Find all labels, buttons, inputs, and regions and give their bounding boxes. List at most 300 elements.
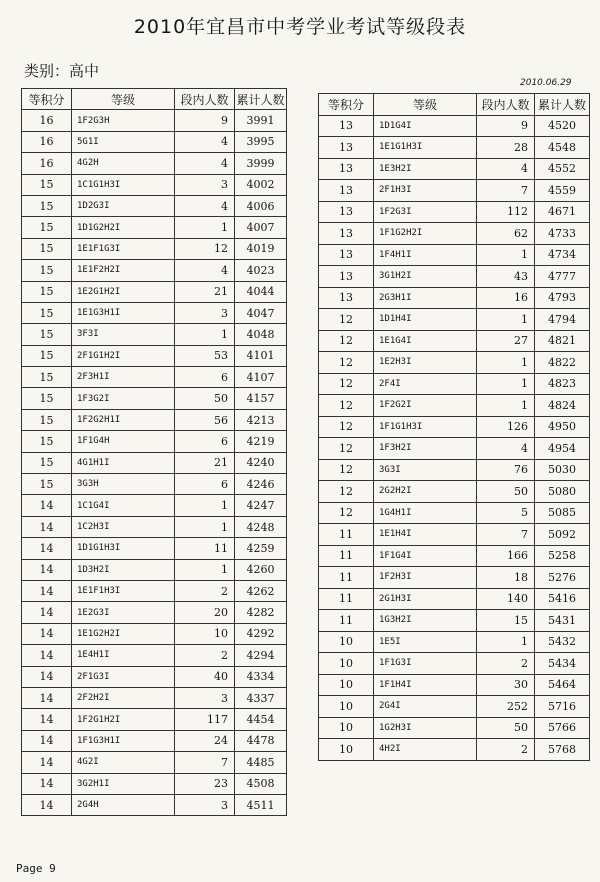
table-row <box>319 395 590 417</box>
cell-count: 40 <box>175 666 235 687</box>
table-row <box>22 388 287 409</box>
cell-score: 14 <box>22 666 72 687</box>
cell-count: 3 <box>175 687 235 708</box>
cell-grade: 1F1G3I <box>374 653 477 675</box>
cell-count: 1 <box>175 516 235 537</box>
table-row <box>319 524 590 546</box>
cell-grade: 1D3H2I <box>72 559 175 580</box>
cell-cumulative: 4240 <box>235 452 287 473</box>
cell-count: 7 <box>175 752 235 773</box>
table-row <box>22 794 287 815</box>
cell-grade: 1E1F2H2I <box>72 260 175 281</box>
cell-score: 13 <box>319 287 374 309</box>
cell-count: 28 <box>477 137 535 159</box>
cell-grade: 2G4I <box>374 696 477 718</box>
cell-grade: 3G1H2I <box>374 266 477 288</box>
cell-cumulative: 5085 <box>535 502 590 524</box>
cell-score: 14 <box>22 623 72 644</box>
cell-cumulative: 4157 <box>235 388 287 409</box>
cell-count: 6 <box>175 474 235 495</box>
cell-count: 21 <box>175 281 235 302</box>
cell-grade: 1E1H4I <box>374 524 477 546</box>
cell-cumulative: 4520 <box>535 115 590 137</box>
cell-score: 12 <box>319 416 374 438</box>
cell-score: 13 <box>319 266 374 288</box>
cell-count: 4 <box>175 153 235 174</box>
cell-grade: 1E1F1G3I <box>72 238 175 259</box>
cell-cumulative: 4485 <box>235 752 287 773</box>
cell-cumulative: 4006 <box>235 195 287 216</box>
table-header-row <box>22 89 287 110</box>
cell-cumulative: 4247 <box>235 495 287 516</box>
table-row <box>319 352 590 374</box>
cell-grade: 2G4H <box>72 794 175 815</box>
cell-cumulative: 4671 <box>535 201 590 223</box>
cell-score: 12 <box>319 481 374 503</box>
cell-cumulative: 5432 <box>535 631 590 653</box>
cell-grade: 1D2G3I <box>72 195 175 216</box>
table-row <box>22 217 287 238</box>
table-row <box>22 195 287 216</box>
table-row <box>319 309 590 331</box>
cell-cumulative: 4246 <box>235 474 287 495</box>
cell-score: 12 <box>319 459 374 481</box>
cell-count: 3 <box>175 302 235 323</box>
cell-score: 13 <box>319 115 374 137</box>
cell-count: 1 <box>175 559 235 580</box>
cell-count: 43 <box>477 266 535 288</box>
cell-cumulative: 5416 <box>535 588 590 610</box>
cell-cumulative: 4733 <box>535 223 590 245</box>
cell-score: 15 <box>22 281 72 302</box>
table-row <box>22 709 287 730</box>
category-line <box>24 60 99 81</box>
cell-score: 11 <box>319 524 374 546</box>
cell-count: 50 <box>477 481 535 503</box>
cell-cumulative: 4950 <box>535 416 590 438</box>
cell-count: 1 <box>175 495 235 516</box>
cell-cumulative: 3999 <box>235 153 287 174</box>
cell-count: 3 <box>175 794 235 815</box>
grade-table-right <box>318 93 590 761</box>
cell-grade: 1E5I <box>374 631 477 653</box>
table-row <box>22 559 287 580</box>
cell-grade: 1F3G2I <box>72 388 175 409</box>
cell-score: 16 <box>22 131 72 152</box>
cell-score: 12 <box>319 395 374 417</box>
table-row <box>319 223 590 245</box>
table-row <box>22 153 287 174</box>
cell-score: 16 <box>22 110 72 131</box>
cell-grade: 2F1G1H2I <box>72 345 175 366</box>
cell-score: 16 <box>22 153 72 174</box>
cell-grade: 1F2G3H <box>72 110 175 131</box>
cell-count: 4 <box>477 158 535 180</box>
cell-count: 9 <box>175 110 235 131</box>
header-grade: 等级 <box>72 89 175 110</box>
cell-cumulative: 4478 <box>235 730 287 751</box>
cell-count: 12 <box>175 238 235 259</box>
cell-score: 12 <box>319 373 374 395</box>
cell-grade: 1D1H4I <box>374 309 477 331</box>
cell-cumulative: 5431 <box>535 610 590 632</box>
cell-cumulative: 5768 <box>535 739 590 761</box>
cell-grade: 3G3I <box>374 459 477 481</box>
table-row <box>22 602 287 623</box>
cell-count: 117 <box>175 709 235 730</box>
cell-score: 12 <box>319 502 374 524</box>
cell-count: 9 <box>477 115 535 137</box>
cell-grade: 1E4H1I <box>72 645 175 666</box>
cell-cumulative: 4294 <box>235 645 287 666</box>
table-row <box>22 131 287 152</box>
cell-count: 1 <box>175 217 235 238</box>
cell-grade: 1F1G1H3I <box>374 416 477 438</box>
cell-score: 11 <box>319 567 374 589</box>
cell-count: 1 <box>477 395 535 417</box>
table-row <box>22 409 287 430</box>
cell-grade: 2F3H1I <box>72 367 175 388</box>
table-row <box>319 158 590 180</box>
cell-grade: 2F2H2I <box>72 687 175 708</box>
table-row <box>319 631 590 653</box>
cell-score: 12 <box>319 309 374 331</box>
cell-score: 10 <box>319 653 374 675</box>
table-row <box>22 516 287 537</box>
cell-score: 13 <box>319 244 374 266</box>
cell-grade: 1E1G1H3I <box>374 137 477 159</box>
header-score: 等积分 <box>22 89 72 110</box>
cell-grade: 1F1G2H2I <box>374 223 477 245</box>
cell-cumulative: 5030 <box>535 459 590 481</box>
cell-grade: 2G3H1I <box>374 287 477 309</box>
cell-cumulative: 4552 <box>535 158 590 180</box>
cell-cumulative: 4007 <box>235 217 287 238</box>
cell-count: 6 <box>175 367 235 388</box>
header-cumulative: 累计人数 <box>535 94 590 116</box>
cell-grade: 1E1G4I <box>374 330 477 352</box>
cell-score: 10 <box>319 696 374 718</box>
cell-count: 11 <box>175 538 235 559</box>
cell-count: 4 <box>175 131 235 152</box>
cell-count: 10 <box>175 623 235 644</box>
table-row <box>319 717 590 739</box>
cell-count: 6 <box>175 431 235 452</box>
category-value: 高中 <box>69 62 100 80</box>
cell-grade: 4G2I <box>72 752 175 773</box>
cell-cumulative: 4259 <box>235 538 287 559</box>
cell-cumulative: 5434 <box>535 653 590 675</box>
cell-score: 13 <box>319 223 374 245</box>
cell-score: 15 <box>22 324 72 345</box>
cell-score: 15 <box>22 238 72 259</box>
cell-score: 13 <box>319 137 374 159</box>
cell-cumulative: 4262 <box>235 580 287 601</box>
cell-score: 10 <box>319 631 374 653</box>
cell-cumulative: 5080 <box>535 481 590 503</box>
cell-count: 126 <box>477 416 535 438</box>
table-row <box>319 653 590 675</box>
cell-cumulative: 4044 <box>235 281 287 302</box>
cell-grade: 1F1H4I <box>374 674 477 696</box>
cell-score: 14 <box>22 538 72 559</box>
table-row <box>22 687 287 708</box>
cell-count: 166 <box>477 545 535 567</box>
cell-score: 14 <box>22 602 72 623</box>
cell-cumulative: 4823 <box>535 373 590 395</box>
table-row <box>319 180 590 202</box>
cell-count: 2 <box>175 645 235 666</box>
cell-score: 14 <box>22 752 72 773</box>
cell-score: 15 <box>22 452 72 473</box>
table-row <box>22 345 287 366</box>
cell-cumulative: 4793 <box>535 287 590 309</box>
table-row <box>319 502 590 524</box>
cell-score: 14 <box>22 516 72 537</box>
table-row <box>22 431 287 452</box>
cell-score: 14 <box>22 580 72 601</box>
cell-cumulative: 5766 <box>535 717 590 739</box>
cell-cumulative: 4734 <box>535 244 590 266</box>
cell-count: 50 <box>175 388 235 409</box>
cell-score: 15 <box>22 174 72 195</box>
cell-count: 76 <box>477 459 535 481</box>
cell-grade: 4H2I <box>374 739 477 761</box>
cell-score: 15 <box>22 217 72 238</box>
cell-score: 10 <box>319 674 374 696</box>
header-count: 段内人数 <box>477 94 535 116</box>
table-row <box>22 110 287 131</box>
cell-cumulative: 4794 <box>535 309 590 331</box>
table-header-row <box>319 94 590 116</box>
cell-score: 15 <box>22 367 72 388</box>
cell-cumulative: 5258 <box>535 545 590 567</box>
cell-score: 12 <box>319 352 374 374</box>
cell-count: 62 <box>477 223 535 245</box>
table-row <box>319 244 590 266</box>
cell-cumulative: 4511 <box>235 794 287 815</box>
cell-score: 14 <box>22 559 72 580</box>
cell-count: 140 <box>477 588 535 610</box>
table-row <box>319 696 590 718</box>
cell-grade: 1G2H3I <box>374 717 477 739</box>
cell-count: 4 <box>477 438 535 460</box>
cell-cumulative: 4101 <box>235 345 287 366</box>
cell-cumulative: 4047 <box>235 302 287 323</box>
cell-count: 4 <box>175 260 235 281</box>
header-count: 段内人数 <box>175 89 235 110</box>
cell-count: 7 <box>477 180 535 202</box>
cell-grade: 3G2H1I <box>72 773 175 794</box>
table-row <box>22 580 287 601</box>
cell-score: 14 <box>22 794 72 815</box>
table-row <box>319 545 590 567</box>
cell-grade: 1D1G2H2I <box>72 217 175 238</box>
cell-cumulative: 4337 <box>235 687 287 708</box>
table-row <box>319 567 590 589</box>
cell-grade: 1E3H2I <box>374 158 477 180</box>
table-row <box>319 481 590 503</box>
cell-score: 11 <box>319 610 374 632</box>
cell-score: 15 <box>22 195 72 216</box>
cell-count: 1 <box>477 373 535 395</box>
table-row <box>22 773 287 794</box>
cell-grade: 1G3H2I <box>374 610 477 632</box>
cell-score: 10 <box>319 739 374 761</box>
cell-cumulative: 4282 <box>235 602 287 623</box>
table-row <box>22 538 287 559</box>
table-row <box>22 174 287 195</box>
cell-grade: 1F2G2H1I <box>72 409 175 430</box>
cell-grade: 2G1H3I <box>374 588 477 610</box>
cell-count: 4 <box>175 195 235 216</box>
table-body-left <box>22 110 287 816</box>
cell-grade: 1F4H1I <box>374 244 477 266</box>
cell-cumulative: 4821 <box>535 330 590 352</box>
table-row <box>319 373 590 395</box>
cell-grade: 2F4I <box>374 373 477 395</box>
category-label: 类别： <box>24 62 70 80</box>
cell-count: 16 <box>477 287 535 309</box>
cell-count: 21 <box>175 452 235 473</box>
cell-cumulative: 4548 <box>535 137 590 159</box>
cell-count: 53 <box>175 345 235 366</box>
table-body-right <box>319 115 590 760</box>
cell-grade: 1F2G2I <box>374 395 477 417</box>
table-row <box>22 730 287 751</box>
header-cumulative: 累计人数 <box>235 89 287 110</box>
cell-count: 112 <box>477 201 535 223</box>
cell-score: 14 <box>22 730 72 751</box>
cell-score: 15 <box>22 302 72 323</box>
cell-cumulative: 4954 <box>535 438 590 460</box>
cell-score: 14 <box>22 687 72 708</box>
cell-cumulative: 4292 <box>235 623 287 644</box>
table-row <box>22 474 287 495</box>
cell-score: 15 <box>22 345 72 366</box>
cell-grade: 1G4H1I <box>374 502 477 524</box>
cell-grade: 5G1I <box>72 131 175 152</box>
cell-count: 1 <box>477 244 535 266</box>
cell-cumulative: 4559 <box>535 180 590 202</box>
cell-cumulative: 4777 <box>535 266 590 288</box>
table-row <box>319 115 590 137</box>
cell-count: 2 <box>477 739 535 761</box>
cell-count: 252 <box>477 696 535 718</box>
cell-score: 15 <box>22 260 72 281</box>
table-row <box>22 666 287 687</box>
table-row <box>22 452 287 473</box>
cell-score: 13 <box>319 180 374 202</box>
cell-cumulative: 4019 <box>235 238 287 259</box>
grade-table-left <box>21 88 287 816</box>
table-row <box>22 281 287 302</box>
table-row <box>22 367 287 388</box>
cell-count: 3 <box>175 174 235 195</box>
cell-grade: 1E2G1H2I <box>72 281 175 302</box>
cell-grade: 1E1G3H1I <box>72 302 175 323</box>
cell-grade: 1F2G1H2I <box>72 709 175 730</box>
cell-cumulative: 4219 <box>235 431 287 452</box>
cell-count: 2 <box>175 580 235 601</box>
table-row <box>22 495 287 516</box>
cell-cumulative: 4213 <box>235 409 287 430</box>
table-row <box>319 438 590 460</box>
cell-cumulative: 5716 <box>535 696 590 718</box>
page-number: Page 9 <box>16 862 56 875</box>
table-row <box>319 287 590 309</box>
cell-grade: 2F1H3I <box>374 180 477 202</box>
cell-count: 2 <box>477 653 535 675</box>
table-row <box>319 459 590 481</box>
cell-grade: 1E1G2H2I <box>72 623 175 644</box>
cell-cumulative: 4023 <box>235 260 287 281</box>
cell-score: 15 <box>22 388 72 409</box>
cell-count: 1 <box>175 324 235 345</box>
cell-grade: 3G3H <box>72 474 175 495</box>
table-row <box>319 610 590 632</box>
cell-score: 15 <box>22 431 72 452</box>
cell-grade: 1C1G1H3I <box>72 174 175 195</box>
header-grade: 等级 <box>374 94 477 116</box>
table-row <box>319 201 590 223</box>
cell-score: 15 <box>22 409 72 430</box>
cell-grade: 2F1G3I <box>72 666 175 687</box>
table-row <box>319 674 590 696</box>
cell-grade: 1F1G4I <box>374 545 477 567</box>
cell-grade: 2G2H2I <box>374 481 477 503</box>
cell-cumulative: 3995 <box>235 131 287 152</box>
cell-count: 1 <box>477 352 535 374</box>
cell-cumulative: 4048 <box>235 324 287 345</box>
cell-score: 11 <box>319 588 374 610</box>
cell-grade: 1D1G1H3I <box>72 538 175 559</box>
table-row <box>319 588 590 610</box>
cell-cumulative: 4454 <box>235 709 287 730</box>
cell-score: 11 <box>319 545 374 567</box>
cell-score: 14 <box>22 709 72 730</box>
cell-score: 14 <box>22 495 72 516</box>
cell-count: 7 <box>477 524 535 546</box>
page-title: 2010年宜昌市中考学业考试等级段表 <box>133 16 467 38</box>
cell-cumulative: 5464 <box>535 674 590 696</box>
cell-score: 13 <box>319 201 374 223</box>
cell-cumulative: 4824 <box>535 395 590 417</box>
cell-cumulative: 4002 <box>235 174 287 195</box>
cell-cumulative: 5276 <box>535 567 590 589</box>
cell-score: 14 <box>22 645 72 666</box>
cell-score: 12 <box>319 330 374 352</box>
cell-score: 13 <box>319 158 374 180</box>
cell-grade: 1C1G4I <box>72 495 175 516</box>
table-row <box>22 623 287 644</box>
table-row <box>22 302 287 323</box>
cell-count: 24 <box>175 730 235 751</box>
print-date: 2010.06.29 <box>520 78 572 88</box>
cell-grade: 1E2H3I <box>374 352 477 374</box>
cell-count: 50 <box>477 717 535 739</box>
cell-score: 12 <box>319 438 374 460</box>
cell-count: 20 <box>175 602 235 623</box>
cell-score: 10 <box>319 717 374 739</box>
table-row <box>319 330 590 352</box>
cell-grade: 1F1G4H <box>72 431 175 452</box>
cell-grade: 1F1G3H1I <box>72 730 175 751</box>
cell-count: 56 <box>175 409 235 430</box>
cell-count: 1 <box>477 309 535 331</box>
cell-score: 15 <box>22 474 72 495</box>
cell-cumulative: 5092 <box>535 524 590 546</box>
